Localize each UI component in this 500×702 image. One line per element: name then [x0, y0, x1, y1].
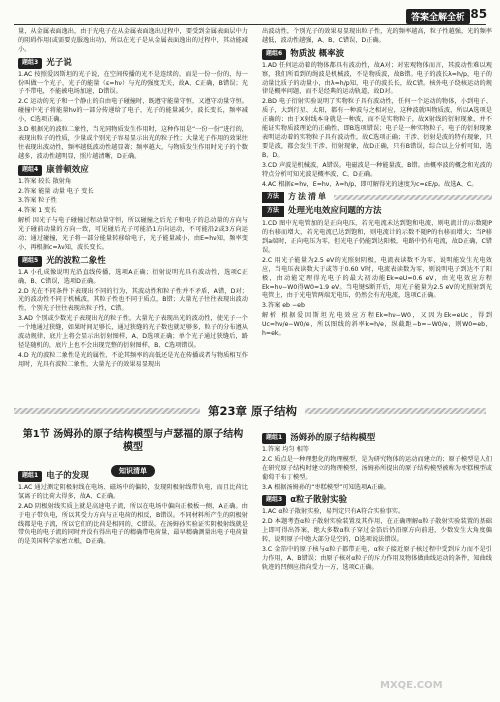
banner-stripe	[334, 195, 492, 200]
answer-item: 1.CD 图中光电管加的是正向电压，若光电流未达到饱和电流，则电流计的示数随P的右移而增大，若光电流已达到饱和，则电流计的示数不随P的右移而增大；当P移到a端时，正向电压为零，但光电子仍能到达阳极，电路中仍有电流，故D正确，C错误。	[262, 220, 492, 254]
topic-title: 光的波粒二象性	[46, 255, 106, 266]
topic-badge: 题组3	[18, 58, 42, 69]
topic-title: 光子说	[46, 57, 72, 68]
answer-item: 1.AC 按照爱因斯坦的光子说，在空间传播的光不是连续的，而是一份一份的，每一份叫做一个光子，光子的能量（ε=hν）与光的强度无关，故A、C正确，B错误；光子不带电，不能被电场加速，D错误。	[18, 70, 248, 96]
left-column	[18, 28, 248, 371]
topic-heading	[18, 256, 248, 267]
chapter-divider	[0, 400, 500, 422]
method-heading	[262, 206, 492, 217]
answer-item: 3.答案 eb −eb	[262, 302, 305, 310]
answer-item: 3.D 根据光的波粒二象性，当光同物质发生作用时，这种作用是“一份一份”进行的，表现出粒子的性质，少量或个别光子容易显示出光的粒子性；大量光子作用的效果往往表现出波动性，频率越低波动性越显著；频率越大，与物质发生作用时光子的个数越多，波动性越明显，照片越清晰，D正确。	[18, 126, 248, 160]
answer-item: 1.AD 任何运动着的物体都具有波动性，故A对；对宏观物体而言，其波动性难以观察，我们所看到的绳波是机械波，不是物质波，故B错。电子的波长λ=h/p，电子的动量比质子的动量小，由λ=h/p知，电子的波长长，故C错。核外电子绕核运动的规律是概率问题，而不是经典的运动轨道，故D对。	[262, 61, 492, 96]
answer-item: 2.答案 能量 动量 电子 变长	[18, 187, 94, 195]
paragraph: 出波动性，个别光子的效果易显现出粒子性，光的频率越高，粒子性越强，光的频率越低，波动性越强，A、B、C错误，D正确。	[262, 28, 492, 44]
topic-title: α粒子散射实验	[290, 495, 348, 506]
answer-item: 4.答案 1 变长	[18, 207, 57, 215]
page-header	[0, 6, 500, 26]
chapter-title: 第23章 原子结构	[200, 400, 305, 422]
answer-item: 1.A 小孔成像说明光沿直线传播，选项A正确；衍射说明光具有波动性，选项C正确，B、C错误，选项D正确。	[18, 268, 248, 285]
answer-item: 3.A 根据汤姆孙的“枣糕模型”可知选项A正确。	[262, 483, 390, 491]
answer-item: 解析 根据爱因斯坦光电效应方程Ek=hν−W0，又因为Ek=eUc，得到Uc=hν/e−W0/e，所以图线的斜率k=h/e，纵截距−b=−W0/e，则W0=eb，h=ek。	[262, 312, 492, 338]
topic-badge: 题组4	[18, 165, 42, 176]
answer-item: 2.D 本题考查α粒子散射实验装置及其作用，在正确理解α粒子散射实验装置的基础上即可得出答案，绝大多数α粒子穿过金箔后仍沿原方向前进，少数发生大角度偏转，说明原子中绝大部分是空的，D选项说法错误。	[262, 518, 492, 544]
topic-title: 康普顿效应	[46, 164, 89, 175]
topic-heading	[262, 433, 492, 444]
answer-item: 1.答案 较长 散射角	[18, 177, 72, 185]
right-column	[262, 28, 492, 340]
answer-item: 1.答案 均匀 相等	[262, 445, 309, 453]
answer-item: 3.AD 个别或少数光子表现出光的粒子性，大量光子表现出光的波动性，使光子一个一个地通过狭缝，如果时间足够长，通过狭缝的光子数也就足够多，粒子的分布遵从波动规律，底片上将会显示出衍射图样，A、D选项正确；单个光子通过狭缝后，路径是随机的，底片上也不会出现完整的衍射图样，B、C选项错误。	[18, 315, 248, 349]
topic-title: 物质波 概率波	[290, 48, 345, 59]
method-title: 处理光电效应问题的方法	[288, 206, 382, 217]
answer-item: 1.AC α粒子散射实验，易判定只有A符合实验事实。	[262, 508, 405, 516]
topic-badge: 题组1	[18, 471, 42, 482]
answer-item: 2.AD 阴极射线实质上就是高速电子流，所以在电场中偏向正极板一侧，A正确。由于电子带负电，所以其受力方向与正电荷的相反，B错误。不同材料所产生的阴极射线都是电子流，所以它们的比荷是相同的，C错误。在汤姆孙实验证实阴极射线就是带负电的电子流的同时并没有得出电子的精确带电荷量，最早精确测量出电子电荷量的是美国科学家密立根，D正确。	[18, 502, 248, 546]
topic-title: 电子的发现	[46, 471, 89, 481]
topic-title: 汤姆孙的原子结构模型	[290, 433, 376, 443]
topic-badge: 题组1	[262, 433, 286, 444]
method-list-banner	[262, 192, 492, 203]
lower-left-column	[18, 468, 248, 548]
answer-item: 2.C 运动的光子和一个静止的自由电子碰撞时，既遵守能量守恒，又遵守动量守恒。碰撞中光子将能量hν的一部分传递给了电子，光子的能量减少，波长变长，频率减小，C选项正确。	[18, 98, 248, 124]
answer-item: 解析 因光子与电子碰撞过程动量守恒，所以碰撞之后光子和电子的总动量的方向与光子碰前动量的方向一致，可见碰后光子可能沿1方向运动，不可能沿2或3方向运动；通过碰撞，光子将一部分能量转移给电子，光子能量减小，由E=hν知，频率变小，再根据c=λν知，波长变长。	[18, 217, 248, 251]
topic-heading	[262, 49, 492, 60]
method-badge: 方法	[262, 192, 284, 203]
answer-item: 2.BD 电子衍射实验说明了实物粒子具有波动性，任何一个运动的物体，小到电子、质子，大到行星、太阳，都有一种波与之相对应，这种波就叫物质波，所以A选项是正确的；由于X射线本身就是一种波，而不是实物粒子，故X射线的衍射现象，并不能证实物质波理论的正确性，即B选项错误；电子是一种实物粒子，电子的衍射现象表明运动着的实物粒子具有波动性，故C选项正确；干涉、衍射是波的特有现象，只要是波，都会发生干涉、衍射现象，故D正确，只有B错误，综合以上分析可知，选B、D。	[262, 98, 492, 159]
watermark: MXQE.COM	[380, 680, 443, 691]
method-badge: 方法	[262, 206, 284, 217]
knowledge-list-badge: 知识清单	[111, 465, 155, 477]
answer-item: 1.AC 通过测定阴极射线在电场、磁场中的偏转，发现阴极射线带负电，而且比荷比氢离子的比荷大得多，故A、C正确。	[18, 483, 248, 500]
answer-item: 3.CD 声波是机械波，A错误。电磁波是一种能量波，B错。由概率波的概念和光波的特点分析可知光波是概率波，C、D正确。	[262, 161, 492, 178]
topic-heading	[18, 165, 248, 176]
answer-item: 3.C 金箔中的原子核与α粒子都带正电，α粒子接近原子核过程中受到斥力而不是引力作用，A、B错误；由原子核对α粒子的斥力作用及物体做曲线运动的条件，知曲线轨迹的凹侧应指向受力一方，选项C正确。	[262, 545, 492, 571]
section-title: 第1节 汤姆孙的原子结构模型与卢瑟福的原子结构模型	[22, 429, 244, 453]
topic-badge: 题组6	[262, 49, 286, 60]
method-list-title: 方法清单	[288, 192, 329, 202]
answer-item: 2.C 用光子能量为2.5 eV的光照射阴极，电流表读数不为零，说明能发生光电效应，当电压表读数大于或等于0.60 V时，电流表读数为零，则说明电子到达不了阳极，由动能定理得光电子的最大初动能Ek=eU=0.6 eV，由光电效应方程Ek=hν−W0得W0=1.9 eV。当电键S断开后，用光子能量为2.5 eV的光照射到光电管上，由于光电管两端无电压，仍然会有光电流，选项C正确。	[262, 256, 492, 300]
topic-heading	[18, 471, 248, 482]
topic-badge: 题组3	[262, 495, 286, 506]
paragraph: 量，从金属表面逸出，由于光电子在从金属表面逸出过程中，要受到金属表面层中力的阻碍作用(或需要克服逸出功)，所以在光子是从金属表面逸出的过程中，其动能减小。	[18, 28, 248, 53]
topic-heading	[262, 495, 492, 506]
page-number: 285	[462, 7, 488, 21]
header-rule	[14, 24, 486, 25]
topic-badge: 题组5	[18, 256, 42, 267]
book-tag: 答案全解全析	[406, 9, 470, 24]
answer-item: 2.C 质点是一种理想化的物理模型，是为研究物体的运动而建立的；原子模型是人们在研究原子结构时建立的物理模型，汤姆孙所提出的原子结构模型被称为枣糕模型或葡萄干布丁模型。	[262, 455, 492, 481]
lower-right-column	[262, 430, 492, 574]
answer-item: 4.D 光的波粒二象性是光的属性，不论其频率的高低还是光在传播或者与物质相互作用时，光具有波粒二象性，大量光子的效果易显现出	[18, 351, 248, 368]
answer-item: 3.答案 粒子性	[18, 197, 57, 205]
answer-item: 4.AC 根据ε=hν，E=hν，λ=h/p，即可解得光的速度为c=εE/p。故选A、C。	[262, 180, 478, 188]
topic-heading	[18, 58, 248, 69]
answer-item: 2.D 光在不同条件下表现出不同的行为，其波动性和粒子性并不矛盾，A错，D对；光的波动性不同于机械波，其粒子性也不同于质点，B错；大量光子往往表现出波动性，个别光子往往表现出粒子性，C错。	[18, 287, 248, 313]
